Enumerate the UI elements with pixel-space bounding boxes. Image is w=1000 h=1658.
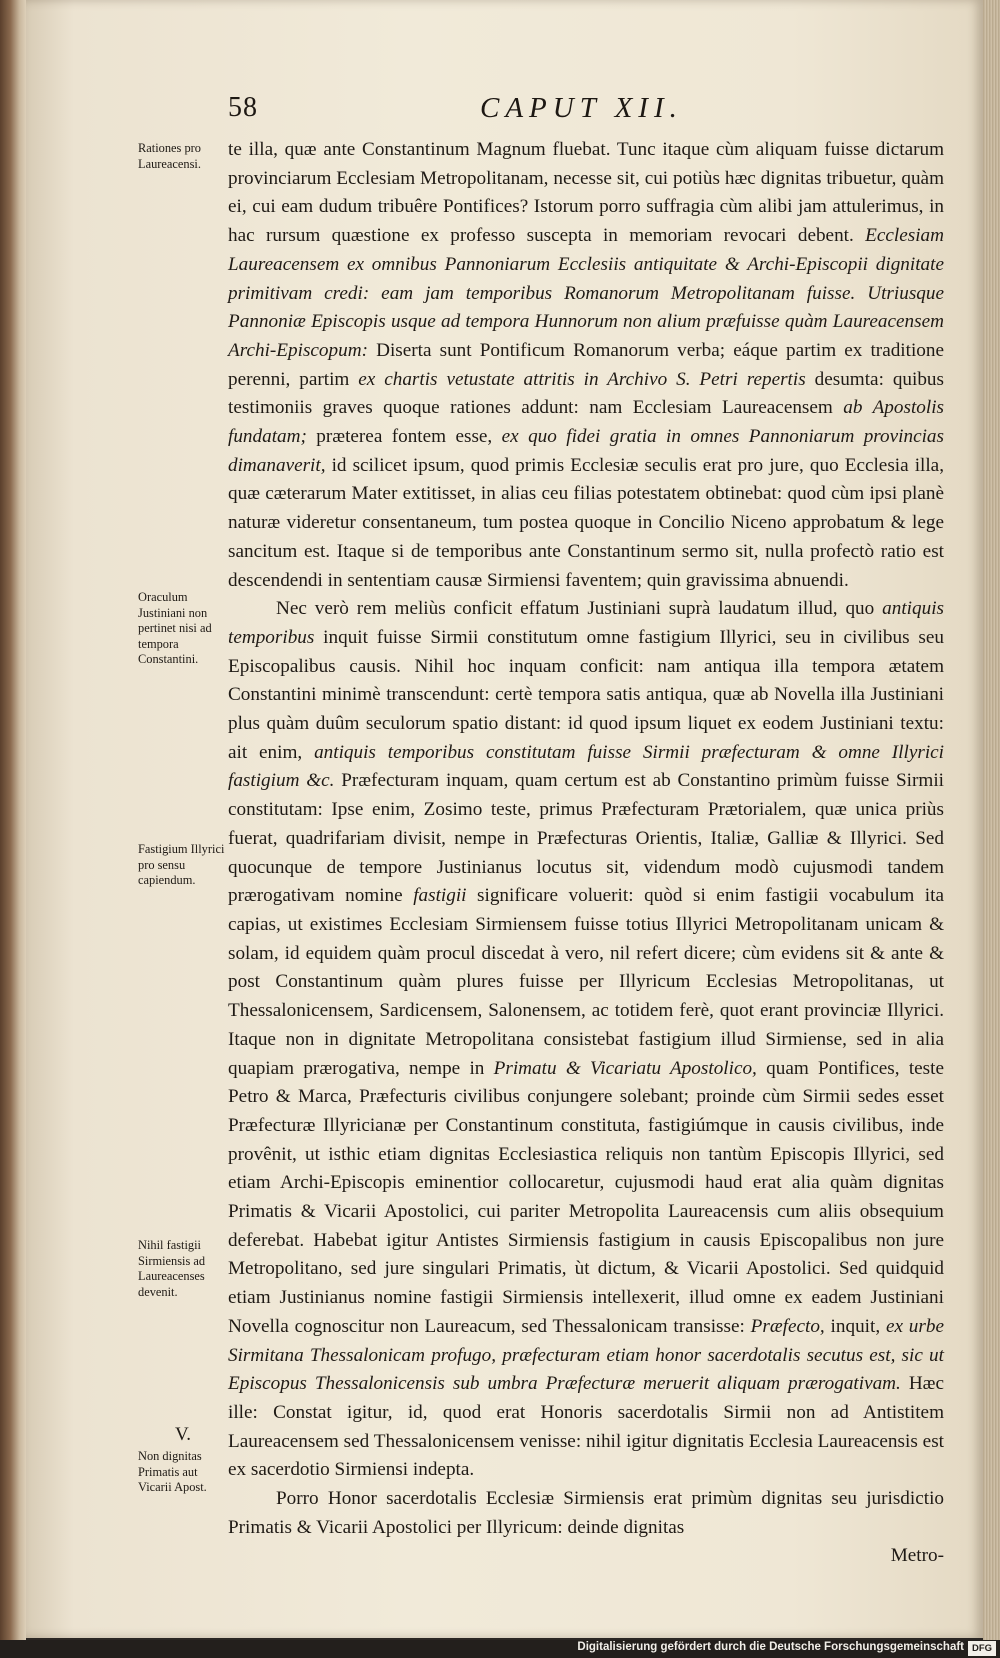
text-run: Porro Honor sacerdotalis Ecclesiæ Sirmiensis erat primùm dignitas seu jurisdictio Primatis & Vicarii Apostolici per Illyricum: deinde dignitas xyxy=(228,1488,944,1538)
paragraph xyxy=(228,136,944,595)
text-run: Diserta sunt Pontificum Romanorum verba; eáque partim ex traditione perenni, partim xyxy=(228,339,944,390)
main-text xyxy=(228,136,944,1571)
italic-run: antiquis temporibus constitutam fuisse Sirmii præfecturam & omne Illyrici fastigium &c. xyxy=(228,741,944,792)
margin-note: Non dignitas Primatis aut Vicarii Apost. xyxy=(138,1449,207,1495)
section-mark: V. xyxy=(174,1424,192,1445)
page-edges xyxy=(983,0,1000,1640)
italic-run: Ecclesiam Laureacensem ex omnibus Pannoniarum Ecclesiis antiquitate & Archi-Episcopii dignitate primitivam credi: eam jam temporibus Romanorum Metropolitanam fuisse. Utriusque Pannoniæ Episcopis usque ad tempora Hunnorum non alium præfuisse quàm Laureacensem Archi-Episcopum: xyxy=(228,225,944,361)
italic-run: ex urbe Sirmitana Thessalonicam profugo, præfecturam etiam honor sacerdotalis secutus est, sic ut Episcopus Thessalonicensis sub umbra Præfecturæ meruerit aliquam prærogativam. xyxy=(228,1315,944,1395)
margin-note: Nihil fastigii Sirmiensis ad Laureacenses devenit. xyxy=(138,1238,206,1299)
italic-run: ex quo fidei gratia in omnes Pannoniarum provincias dimanaverit, xyxy=(228,426,944,476)
text-run: desumta: quibus testimoniis graves quoque rationes addunt: nam Ecclesiam Laureacensem xyxy=(228,368,944,419)
text-run: Præfecturam inquam, quam certum est ab Constantino primùm fuisse Sirmii constitutam: Ipse enim, Zosimo teste, primus Præfecturam Prætorialem, quæ unica priùs fuerat, quadrifariam divisit, nempe in Præfecturas Orientis, Italiæ, Galliæ & Illyrici. Sed quocunque de tempore Justinianus locutus sit, videndum modò cujusmodi tandem prærogativam nomine xyxy=(228,770,944,907)
text-run: te illa, quæ ante Constantinum Magnum fluebat. Tunc itaque cùm aliquam fuisse dictarum provinciarum Ecclesiam Metropolitanam, necesse sit, cui potiùs hæc dignitas tribuetur, quàm ei, cui eam dudum tribuêre Pontifices? Istorum porro suffragia cùm alibi jam attulerimus, in hac rursum quæstione ex professo suscepta in memoriam revocari debent. xyxy=(228,139,944,247)
paragraph xyxy=(228,1485,944,1542)
dfg-logo: DFG xyxy=(968,1641,996,1656)
text-run: inquit, xyxy=(824,1315,886,1337)
text-run: id scilicet ipsum, quod primis Ecclesiæ seculis erat pro jure, quo Ecclesia illa, quæ cæterarum Mater extitisset, in alias ceu filias potestatem obtinebat: quod cùm ipsi planè naturæ videretur consentaneum, tum postea quoque in Concilio Niceno approbatum & lege sancitum est. Itaque si de temporibus ante Constantinum sermo sit, nulla profectò ratio est descendendi in sententiam causæ Sirmiensi faventem; quin gravissima abnuendi. xyxy=(228,454,944,591)
book-spine xyxy=(0,0,26,1640)
page-header xyxy=(228,92,933,134)
italic-run: antiquis temporibus xyxy=(228,598,944,648)
footer-bar xyxy=(0,1640,1000,1658)
text-run: Nec verò rem meliùs conficit effatum Justiniani suprà laudatum illud, quo xyxy=(276,598,883,620)
catchword: Metro- xyxy=(890,1545,944,1567)
margin-note: Oraculum Justiniani non pertinet nisi ad tempora Constantini. xyxy=(138,590,212,667)
italic-run: Præfecto, xyxy=(750,1315,825,1337)
text-run: quam Pontifices, teste Petro & Marca, Præfecturis civilibus conjungere solebant; proinde cùm Sirmii sedes esset Præfecturæ Illyricianæ per Constantinum constituta, fastigiúmque in causis civilibus, inde provênit, ut isthic etiam dignitas Ecclesiastica reliquis non tantùm Episcopis Illyrici, sed etiam Archi-Episcopis eminentior collocaretur, cujusmodi haud erat alia quàm dignitas Primatis & Vicarii Apostolici, cui pariter Metropolita Laureacensis cum aliis obsequium deferebat. Habebat igitur Antistes Sirmiensis fastigium in causis Episcopalibus non jure Metropolitano, sed jure singulari Primatis, ùt dictum, & Vicarii Apostolici. Sed quidquid etiam Justinianus nomine fastigii Sirmiensis intellexerit, illud omne ex eadem Justiniani Novella cognoscitur non Laureacum, sed Thessalonicam transisse: xyxy=(228,1057,944,1337)
page-number: 58 xyxy=(228,92,258,123)
running-title: CAPUT XII. xyxy=(480,92,683,124)
text-run: inquit fuisse Sirmii constitutum omne fastigium Illyrici, seu in civilibus seu Episcopalibus causis. Nihil hoc inquam conficit: nam antiqua illa tempora ætatem Constantini minimè transcendunt: certè tempora satis antiqua, quæ ab Novella illa Justiniani plus quàm duûm seculorum spatio distant: id quod ipsum liquet ex eodem Justiniani textu: ait enim, xyxy=(228,626,944,763)
margin-note: Fastigium Illyrici pro sensu capiendum. xyxy=(138,842,225,888)
footer-credit: Digitalisierung gefördert durch die Deutsche Forschungsgemeinschaft xyxy=(577,1641,964,1653)
text-run: significare voluerit: quòd si enim fastigii vocabulum ita capias, ut existimes Ecclesiam Sirmiensem fuisse totius Illyrici Metropolitanam unicam & solam, id equidem quàm procul discedat à vero, nil refert dicere; cùm evidens sit & ante & post Constantinum quàm plures fuisse per Illyricum Ecclesias Metropolitanas, ut Thessalonicensem, Sardicensem, Salonensem, ac totidem ferè, quot erant provinciæ Illyrici. Itaque non in dignitate Metropolitana consistebat fastigium illud Sirmiense, sed in alia quapiam prærogativa, nempe in xyxy=(228,885,944,1079)
italic-run: Primatu & Vicariatu Apostolico, xyxy=(493,1057,757,1079)
book-page xyxy=(26,0,983,1638)
text-run: Hæc ille: Constat igitur, id, quod erat Honoris sacerdotalis Sirmii non ad Antistitem Laureacensem sed Thessalonicensem venisse: nihil igitur dignitatis Ecclesia Laureacensis est ex sacerdotio Sirmiensi indepta. xyxy=(228,1373,944,1481)
italic-run: ab Apostolis fundatam; xyxy=(228,397,944,448)
text-run: præterea fontem esse, xyxy=(306,426,502,448)
italic-run: ex chartis vetustate attritis in Archivo S. Petri repertis xyxy=(358,368,806,390)
margin-note: Rationes pro Laureacensi. xyxy=(138,141,201,171)
italic-run: fastigii xyxy=(413,885,467,907)
paragraph xyxy=(228,595,944,1485)
section-number xyxy=(138,1424,228,1446)
